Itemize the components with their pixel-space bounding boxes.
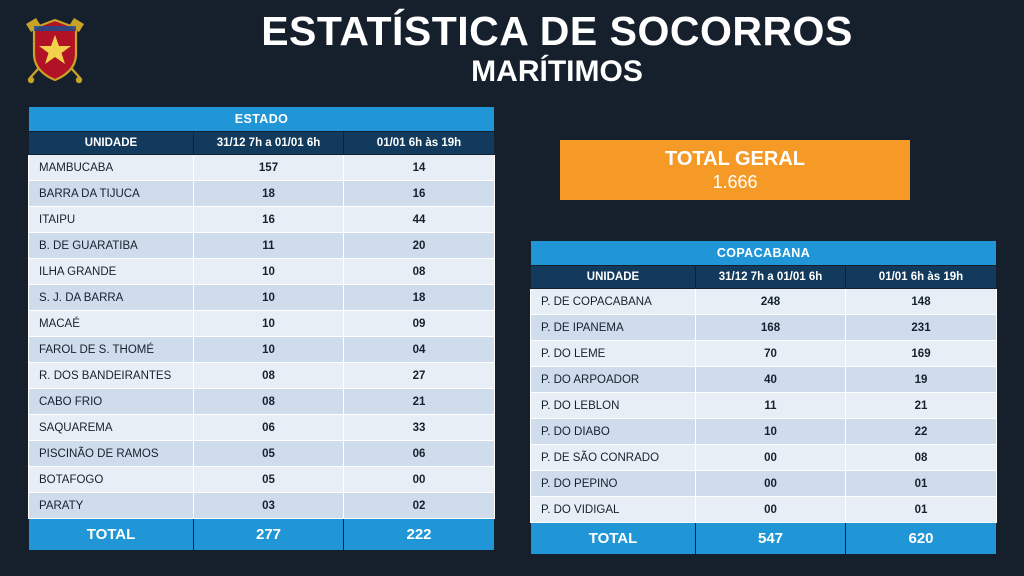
table-row (29, 467, 495, 493)
table-row (531, 497, 997, 523)
row-value-1: 18 (194, 181, 344, 207)
title-main: ESTATÍSTICA DE SOCORROS (261, 8, 853, 54)
copacabana-total-value-2: 620 (846, 523, 997, 555)
table-row (29, 441, 495, 467)
copacabana-table-title: COPACABANA (531, 241, 997, 266)
row-value-2: 18 (344, 285, 495, 311)
row-unidade: R. DOS BANDEIRANTES (29, 363, 194, 389)
table-row (531, 393, 997, 419)
row-value-1: 05 (194, 441, 344, 467)
row-value-1: 10 (194, 259, 344, 285)
row-value-2: 01 (846, 471, 997, 497)
row-unidade: P. DO ARPOADOR (531, 367, 696, 393)
row-value-2: 19 (846, 367, 997, 393)
row-value-1: 03 (194, 493, 344, 519)
row-unidade: P. DO LEBLON (531, 393, 696, 419)
table-row (531, 471, 997, 497)
row-value-1: 16 (194, 207, 344, 233)
row-value-2: 21 (846, 393, 997, 419)
table-row (531, 419, 997, 445)
copacabana-total-row (531, 523, 997, 555)
row-unidade: P. DO PEPINO (531, 471, 696, 497)
row-value-1: 00 (696, 445, 846, 471)
row-unidade: BOTAFOGO (29, 467, 194, 493)
table-row (531, 341, 997, 367)
estado-total-label: TOTAL (29, 519, 194, 551)
row-value-1: 11 (696, 393, 846, 419)
row-value-2: 231 (846, 315, 997, 341)
row-unidade: ILHA GRANDE (29, 259, 194, 285)
estado-col-period2: 01/01 6h às 19h (344, 132, 495, 155)
copacabana-col-period1: 31/12 7h a 01/01 6h (696, 266, 846, 289)
table-row (29, 285, 495, 311)
copacabana-total-label: TOTAL (531, 523, 696, 555)
estado-total-value-2: 222 (344, 519, 495, 551)
copacabana-total-value-1: 547 (696, 523, 846, 555)
row-value-1: 248 (696, 289, 846, 315)
row-value-2: 01 (846, 497, 997, 523)
row-value-2: 33 (344, 415, 495, 441)
row-value-2: 04 (344, 337, 495, 363)
estado-total-value-1: 277 (194, 519, 344, 551)
row-value-2: 08 (344, 259, 495, 285)
estado-col-unidade: UNIDADE (29, 132, 194, 155)
row-value-2: 27 (344, 363, 495, 389)
table-row (29, 415, 495, 441)
row-value-1: 05 (194, 467, 344, 493)
table-row (531, 289, 997, 315)
row-unidade: P. DO VIDIGAL (531, 497, 696, 523)
table-row (29, 493, 495, 519)
table-row (29, 207, 495, 233)
row-value-1: 157 (194, 155, 344, 181)
row-unidade: P. DE IPANEMA (531, 315, 696, 341)
row-value-2: 08 (846, 445, 997, 471)
row-value-2: 22 (846, 419, 997, 445)
row-unidade: P. DE COPACABANA (531, 289, 696, 315)
table-row (531, 445, 997, 471)
row-value-1: 10 (696, 419, 846, 445)
header (0, 0, 1024, 100)
total-geral-value: 1.666 (712, 172, 758, 192)
row-value-2: 20 (344, 233, 495, 259)
estado-table-title-row (29, 107, 495, 132)
row-value-1: 70 (696, 341, 846, 367)
table-row (29, 259, 495, 285)
copacabana-col-unidade: UNIDADE (531, 266, 696, 289)
row-value-1: 00 (696, 497, 846, 523)
copacabana-col-period2: 01/01 6h às 19h (846, 266, 997, 289)
row-value-1: 11 (194, 233, 344, 259)
table-row (531, 367, 997, 393)
total-geral-label: TOTAL GERAL (665, 148, 805, 170)
estado-total-row (29, 519, 495, 551)
row-value-2: 02 (344, 493, 495, 519)
row-unidade: MACAÉ (29, 311, 194, 337)
row-value-1: 10 (194, 285, 344, 311)
row-unidade: B. DE GUARATIBA (29, 233, 194, 259)
copacabana-table-title-row (531, 241, 997, 266)
row-value-2: 21 (344, 389, 495, 415)
table-row (29, 233, 495, 259)
row-value-1: 08 (194, 363, 344, 389)
row-unidade: ITAIPU (29, 207, 194, 233)
row-unidade: P. DO LEME (531, 341, 696, 367)
fire-brigade-crest-icon (18, 10, 92, 88)
row-value-2: 148 (846, 289, 997, 315)
table-row (29, 363, 495, 389)
row-unidade: PARATY (29, 493, 194, 519)
row-unidade: S. J. DA BARRA (29, 285, 194, 311)
row-value-2: 44 (344, 207, 495, 233)
row-unidade: MAMBUCABA (29, 155, 194, 181)
row-unidade: BARRA DA TIJUCA (29, 181, 194, 207)
row-value-1: 00 (696, 471, 846, 497)
table-row (29, 337, 495, 363)
row-value-2: 09 (344, 311, 495, 337)
row-unidade: CABO FRIO (29, 389, 194, 415)
copacabana-table-header-row (531, 266, 997, 289)
estado-col-period1: 31/12 7h a 01/01 6h (194, 132, 344, 155)
row-unidade: SAQUAREMA (29, 415, 194, 441)
row-value-2: 169 (846, 341, 997, 367)
table-row (29, 311, 495, 337)
row-unidade: P. DO DIABO (531, 419, 696, 445)
row-value-2: 14 (344, 155, 495, 181)
estado-table-header-row (29, 132, 495, 155)
estado-table-title: ESTADO (29, 107, 495, 132)
row-value-1: 10 (194, 311, 344, 337)
row-value-1: 40 (696, 367, 846, 393)
table-row (531, 315, 997, 341)
page-title (110, 8, 1004, 89)
row-value-2: 16 (344, 181, 495, 207)
table-row (29, 389, 495, 415)
row-value-2: 00 (344, 467, 495, 493)
row-unidade: FAROL DE S. THOMÉ (29, 337, 194, 363)
table-row (29, 155, 495, 181)
total-geral-box (560, 140, 910, 200)
copacabana-table (530, 240, 997, 555)
row-value-1: 08 (194, 389, 344, 415)
row-unidade: P. DE SÃO CONRADO (531, 445, 696, 471)
row-value-2: 06 (344, 441, 495, 467)
row-value-1: 06 (194, 415, 344, 441)
row-value-1: 10 (194, 337, 344, 363)
row-value-1: 168 (696, 315, 846, 341)
title-sub: MARÍTIMOS (471, 55, 643, 88)
row-unidade: PISCINÃO DE RAMOS (29, 441, 194, 467)
table-row (29, 181, 495, 207)
estado-table (28, 106, 495, 551)
